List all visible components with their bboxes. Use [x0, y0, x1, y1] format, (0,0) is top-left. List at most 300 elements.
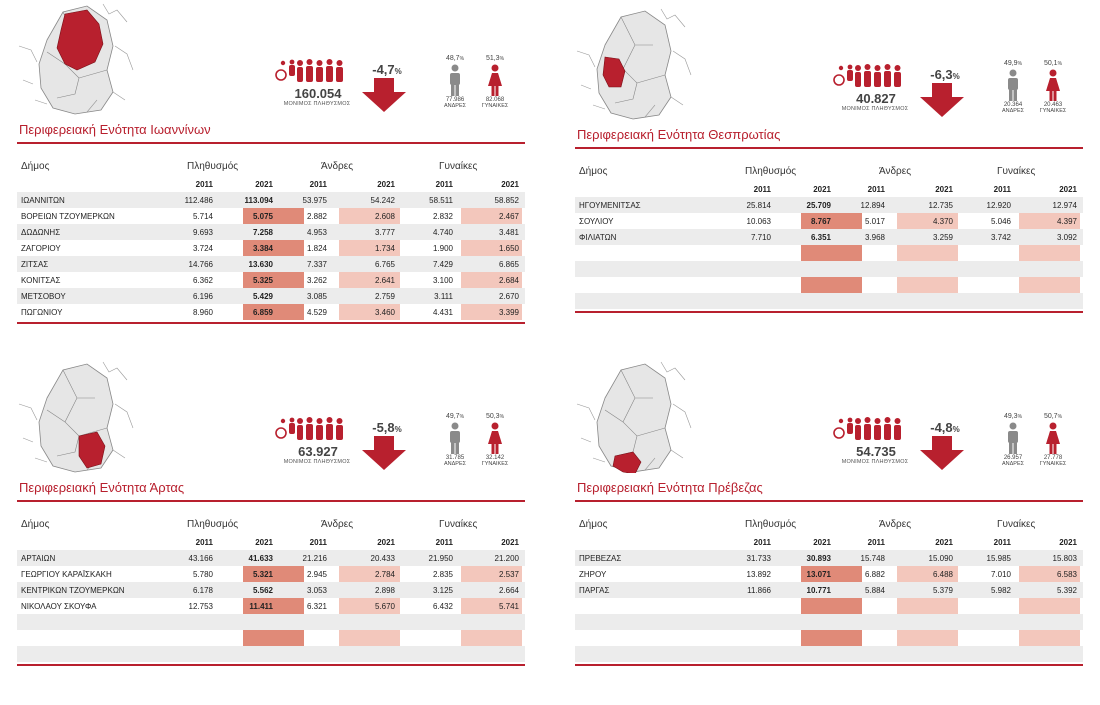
region-panel	[575, 358, 1085, 688]
men-pct-value: 49,9	[1003, 60, 1018, 67]
men-percentage	[993, 413, 1033, 420]
cell-p2011: 112.486	[184, 196, 213, 205]
data-table	[17, 550, 525, 662]
cell-w2011: 21.950	[428, 554, 453, 563]
cell-m2021: 2.608	[374, 212, 395, 221]
table-row	[575, 614, 1083, 630]
population-change	[362, 420, 412, 435]
municipality-name: ΒΟΡΕΙΩΝ ΤΖΟΥΜΕΡΚΩΝ	[21, 212, 115, 221]
region-map	[575, 5, 695, 120]
year-header: 2021	[377, 538, 395, 547]
year-header: 2021	[501, 180, 519, 189]
table-row	[17, 304, 525, 320]
year-header: 2021	[1059, 185, 1077, 194]
cell-m2021: 3.777	[374, 228, 395, 237]
cell-w2021: 2.684	[498, 276, 519, 285]
cell-w2021: 2.670	[498, 292, 519, 301]
men-pct-value: 49,7	[445, 413, 460, 420]
women-pct-unit: %	[499, 414, 505, 420]
col-header-women: Γυναίκες	[997, 166, 1036, 177]
cell-p2021: 11.411	[249, 602, 273, 611]
cell-p2011: 12.753	[188, 602, 213, 611]
population-total: 40.827	[856, 91, 896, 106]
women-count: 27.778	[1043, 455, 1063, 461]
cell-p2021: 5.562	[252, 586, 273, 595]
population-change	[362, 62, 412, 77]
male-icon	[993, 69, 1033, 101]
table-row	[575, 245, 1083, 261]
cell-p2011: 7.710	[750, 233, 771, 242]
change-value: -6,3	[930, 67, 953, 82]
cell-w2021: 3.399	[498, 308, 519, 317]
cell-p2021: 5.075	[252, 212, 273, 221]
cell-w2021: 3.481	[498, 228, 519, 237]
cell-p2011: 31.733	[746, 554, 771, 563]
women-percentage	[475, 413, 515, 420]
col-header-population: Πληθυσμός	[187, 519, 239, 530]
men-percentage	[435, 413, 475, 420]
cell-m2011: 5.884	[864, 586, 885, 595]
cell-m2011: 3.085	[306, 292, 327, 301]
cell-m2021: 1.734	[374, 244, 395, 253]
table-row	[575, 582, 1083, 598]
down-arrow-icon	[918, 83, 966, 117]
title-divider	[575, 147, 1083, 149]
col-header-municipality: Δήμος	[579, 166, 608, 177]
cell-p2021: 30.893	[806, 554, 831, 563]
men-label: ΑΝΔΡΕΣ	[443, 103, 467, 109]
municipality-name: ΙΩΑΝΝΙΤΩΝ	[21, 196, 65, 205]
women-percentage	[475, 55, 515, 62]
female-icon	[475, 64, 515, 96]
women-block	[1033, 413, 1073, 467]
cell-w2021: 21.200	[494, 554, 519, 563]
cell-p2021: 10.771	[806, 586, 831, 595]
men-pct-unit: %	[1017, 414, 1023, 420]
cell-w2011: 3.125	[432, 586, 453, 595]
cell-p2011: 9.693	[192, 228, 213, 237]
cell-m2021: 15.090	[928, 554, 953, 563]
region-title: Περιφερειακή Ενότητα Θεσπρωτίας	[577, 127, 781, 142]
men-pct-unit: %	[1017, 61, 1023, 67]
table-bottom-divider	[575, 664, 1083, 666]
men-count: 31.785	[445, 455, 465, 461]
cell-p2021: 6.351	[810, 233, 831, 242]
table-row	[17, 240, 525, 256]
cell-m2021: 3.259	[932, 233, 953, 242]
municipality-name: ΖΗΡΟΥ	[579, 570, 607, 579]
cell-w2011: 15.985	[986, 554, 1011, 563]
men-block	[435, 55, 475, 109]
women-label: ΓΥΝΑΙΚΕΣ	[481, 103, 509, 109]
cell-m2011: 3.968	[864, 233, 885, 242]
cell-w2011: 58.511	[429, 196, 453, 205]
table-bottom-divider	[17, 664, 525, 666]
population-change	[920, 67, 970, 82]
year-header: 2011	[993, 538, 1011, 547]
table-row	[575, 630, 1083, 646]
women-pct-unit: %	[1057, 414, 1063, 420]
women-block	[475, 413, 515, 467]
table-row	[575, 293, 1083, 309]
table-row	[17, 550, 525, 566]
cell-w2011: 7.429	[432, 260, 453, 269]
cell-w2011: 4.740	[432, 228, 453, 237]
cell-w2011: 3.100	[432, 276, 453, 285]
year-header: 2011	[435, 538, 453, 547]
change-value: -4,8	[930, 420, 953, 435]
women-label: ΓΥΝΑΙΚΕΣ	[1039, 461, 1067, 467]
municipality-name: ΜΕΤΣΟΒΟΥ	[21, 292, 66, 301]
female-icon	[1033, 69, 1073, 101]
cell-m2021: 5.670	[374, 602, 395, 611]
cell-p2021: 113.094	[244, 196, 273, 205]
cell-p2021: 13.071	[806, 570, 831, 579]
table-bottom-divider	[575, 311, 1083, 313]
male-icon	[993, 422, 1033, 454]
col-header-men: Άνδρες	[879, 166, 912, 177]
table-row	[575, 598, 1083, 614]
cell-p2021: 13.630	[248, 260, 273, 269]
col-header-men: Άνδρες	[321, 519, 354, 530]
women-count: 20.463	[1043, 102, 1063, 108]
men-percentage	[993, 60, 1033, 67]
women-percentage	[1033, 60, 1073, 67]
region-title: Περιφερειακή Ενότητα Άρτας	[19, 480, 185, 495]
men-pct-unit: %	[459, 414, 465, 420]
col-header-population: Πληθυσμός	[187, 161, 239, 172]
cell-w2021: 12.974	[1052, 201, 1077, 210]
cell-w2011: 6.432	[432, 602, 453, 611]
change-value: -5,8	[372, 420, 395, 435]
cell-w2011: 2.832	[432, 212, 453, 221]
table-row	[17, 288, 525, 304]
cell-w2021: 5.741	[498, 602, 519, 611]
table-bottom-divider	[17, 322, 525, 324]
year-header: 2011	[435, 180, 453, 189]
cell-p2011: 5.714	[192, 212, 213, 221]
cell-m2011: 21.216	[302, 554, 327, 563]
cell-m2011: 6.882	[864, 570, 885, 579]
table-row	[17, 582, 525, 598]
men-label: ΑΝΔΡΕΣ	[443, 461, 467, 467]
cell-p2021: 6.859	[252, 308, 273, 317]
cell-w2021: 2.537	[498, 570, 519, 579]
col-header-population: Πληθυσμός	[745, 166, 797, 177]
table-row	[575, 277, 1083, 293]
data-table	[17, 192, 525, 320]
municipality-name: ΣΟΥΛΙΟΥ	[579, 217, 614, 226]
col-header-population: Πληθυσμός	[745, 519, 797, 530]
year-header: 2011	[195, 180, 213, 189]
cell-w2011: 5.982	[990, 586, 1011, 595]
table-row	[17, 224, 525, 240]
municipality-name: ΑΡΤΑΙΩΝ	[21, 554, 56, 563]
year-header: 2021	[501, 538, 519, 547]
cell-p2011: 6.178	[192, 586, 213, 595]
cell-m2021: 54.242	[370, 196, 395, 205]
male-icon	[435, 64, 475, 96]
cell-w2021: 6.865	[498, 260, 519, 269]
year-header: 2021	[813, 538, 831, 547]
cell-p2011: 13.892	[746, 570, 771, 579]
municipality-name: ΠΩΓΩΝΙΟΥ	[21, 308, 63, 317]
table-row	[575, 197, 1083, 213]
col-header-men: Άνδρες	[321, 161, 354, 172]
cell-m2021: 20.433	[370, 554, 395, 563]
change-value: -4,7	[372, 62, 395, 77]
cell-m2011: 7.337	[306, 260, 327, 269]
population-total: 63.927	[298, 444, 338, 459]
population-change	[920, 420, 970, 435]
women-pct-unit: %	[499, 56, 505, 62]
cell-m2021: 6.765	[374, 260, 395, 269]
cell-w2021: 58.852	[494, 196, 519, 205]
region-map	[17, 0, 137, 115]
municipality-name: ΖΑΓΟΡΙΟΥ	[21, 244, 61, 253]
region-panel	[17, 0, 527, 330]
cell-w2021: 5.392	[1056, 586, 1077, 595]
women-block	[1033, 60, 1073, 114]
cell-w2021: 2.664	[498, 586, 519, 595]
title-divider	[17, 500, 525, 502]
men-label: ΑΝΔΡΕΣ	[1001, 108, 1025, 114]
col-header-women: Γυναίκες	[439, 519, 478, 530]
population-icon	[275, 416, 355, 440]
table-row	[17, 192, 525, 208]
cell-w2021: 2.467	[498, 212, 519, 221]
change-unit: %	[394, 425, 402, 434]
cell-m2021: 2.641	[374, 276, 395, 285]
cell-p2011: 25.814	[746, 201, 771, 210]
cell-p2011: 6.196	[192, 292, 213, 301]
cell-w2011: 1.900	[432, 244, 453, 253]
table-row	[575, 229, 1083, 245]
municipality-name: ΓΕΩΡΓΙΟΥ ΚΑΡΑΪΣΚΑΚΗ	[21, 570, 112, 579]
table-row	[17, 208, 525, 224]
change-unit: %	[952, 425, 960, 434]
table-row	[17, 256, 525, 272]
cell-p2021: 7.258	[252, 228, 273, 237]
cell-p2011: 3.724	[192, 244, 213, 253]
year-header: 2021	[255, 538, 273, 547]
year-header: 2021	[377, 180, 395, 189]
table-row	[17, 630, 525, 646]
col-header-municipality: Δήμος	[21, 161, 50, 172]
down-arrow-icon	[360, 78, 408, 112]
municipality-name: ΚΟΝΙΤΣΑΣ	[21, 276, 61, 285]
region-title: Περιφερειακή Ενότητα Πρέβεζας	[577, 480, 763, 495]
cell-p2021: 3.384	[252, 244, 273, 253]
cell-p2011: 5.780	[192, 570, 213, 579]
men-count: 26.957	[1003, 455, 1023, 461]
region-title: Περιφερειακή Ενότητα Ιωαννίνων	[19, 122, 211, 137]
population-label: ΜΟΝΙΜΟΣ ΠΛΗΘΥΣΜΟΣ	[283, 459, 351, 465]
municipality-name: ΚΕΝΤΡΙΚΩΝ ΤΖΟΥΜΕΡΚΩΝ	[21, 586, 125, 595]
table-row	[575, 646, 1083, 662]
table-row	[575, 566, 1083, 582]
cell-w2021: 3.092	[1056, 233, 1077, 242]
cell-m2011: 4.953	[306, 228, 327, 237]
cell-p2011: 43.166	[188, 554, 213, 563]
year-header: 2011	[309, 538, 327, 547]
municipality-name: ΖΙΤΣΑΣ	[21, 260, 49, 269]
women-pct-value: 50,1	[1043, 60, 1058, 67]
cell-p2011: 8.960	[192, 308, 213, 317]
table-row	[575, 550, 1083, 566]
year-header: 2021	[1059, 538, 1077, 547]
year-header: 2011	[309, 180, 327, 189]
municipality-name: ΔΩΔΩΝΗΣ	[21, 228, 61, 237]
cell-w2011: 5.046	[990, 217, 1011, 226]
cell-w2021: 4.397	[1056, 217, 1077, 226]
cell-w2011: 2.835	[432, 570, 453, 579]
women-pct-unit: %	[1057, 61, 1063, 67]
cell-m2021: 2.759	[374, 292, 395, 301]
women-label: ΓΥΝΑΙΚΕΣ	[1039, 108, 1067, 114]
men-block	[435, 413, 475, 467]
men-pct-value: 48,7	[445, 55, 460, 62]
men-count: 77.986	[445, 97, 465, 103]
title-divider	[575, 500, 1083, 502]
population-icon	[833, 416, 913, 440]
down-arrow-icon	[918, 436, 966, 470]
population-total: 160.054	[294, 86, 342, 101]
men-count: 20.364	[1003, 102, 1023, 108]
population-icon	[833, 63, 913, 87]
year-header: 2021	[935, 185, 953, 194]
region-map	[17, 358, 137, 473]
population-label: ΜΟΝΙΜΟΣ ΠΛΗΘΥΣΜΟΣ	[283, 101, 351, 107]
table-row	[17, 598, 525, 614]
year-header: 2011	[195, 538, 213, 547]
cell-p2011: 10.063	[746, 217, 771, 226]
cell-p2021: 5.321	[252, 570, 273, 579]
year-header: 2021	[813, 185, 831, 194]
cell-w2021: 1.650	[498, 244, 519, 253]
cell-m2011: 53.975	[302, 196, 327, 205]
men-pct-value: 49,3	[1003, 413, 1018, 420]
year-header: 2011	[753, 185, 771, 194]
cell-p2021: 5.429	[252, 292, 273, 301]
women-count: 32.142	[485, 455, 505, 461]
women-pct-value: 51,3	[485, 55, 500, 62]
female-icon	[1033, 422, 1073, 454]
col-header-women: Γυναίκες	[439, 161, 478, 172]
population-label: ΜΟΝΙΜΟΣ ΠΛΗΘΥΣΜΟΣ	[841, 459, 909, 465]
cell-p2011: 11.866	[747, 586, 771, 595]
year-header: 2011	[753, 538, 771, 547]
cell-m2021: 12.735	[928, 201, 953, 210]
change-unit: %	[394, 67, 402, 76]
year-header: 2011	[867, 538, 885, 547]
cell-m2011: 4.529	[306, 308, 327, 317]
cell-w2011: 3.111	[434, 292, 453, 301]
men-pct-unit: %	[459, 56, 465, 62]
year-header: 2021	[255, 180, 273, 189]
cell-m2011: 1.824	[306, 244, 327, 253]
cell-p2021: 8.767	[810, 217, 831, 226]
table-row	[17, 646, 525, 662]
municipality-name: ΠΑΡΓΑΣ	[579, 586, 610, 595]
down-arrow-icon	[360, 436, 408, 470]
change-unit: %	[952, 72, 960, 81]
title-divider	[17, 142, 525, 144]
cell-m2021: 2.898	[374, 586, 395, 595]
municipality-name: ΠΡΕΒΕΖΑΣ	[579, 554, 622, 563]
municipality-name: ΦΙΛΙΑΤΩΝ	[579, 233, 617, 242]
women-block	[475, 55, 515, 109]
year-header: 2011	[993, 185, 1011, 194]
men-block	[993, 413, 1033, 467]
municipality-name: ΝΙΚΟΛΑΟΥ ΣΚΟΥΦΑ	[21, 602, 97, 611]
cell-w2011: 12.920	[986, 201, 1011, 210]
region-map	[575, 358, 695, 473]
population-icon	[275, 58, 355, 82]
women-percentage	[1033, 413, 1073, 420]
region-panel	[575, 5, 1085, 335]
cell-w2011: 3.742	[990, 233, 1011, 242]
table-row	[17, 614, 525, 630]
cell-m2011: 2.882	[306, 212, 327, 221]
cell-m2021: 4.370	[932, 217, 953, 226]
data-table	[575, 197, 1083, 309]
women-count: 82.068	[485, 97, 505, 103]
men-block	[993, 60, 1033, 114]
women-label: ΓΥΝΑΙΚΕΣ	[481, 461, 509, 467]
col-header-municipality: Δήμος	[21, 519, 50, 530]
cell-p2021: 5.325	[252, 276, 273, 285]
col-header-men: Άνδρες	[879, 519, 912, 530]
cell-m2021: 3.460	[374, 308, 395, 317]
municipality-name: ΗΓΟΥΜΕΝΙΤΣΑΣ	[579, 201, 641, 210]
cell-w2011: 4.431	[432, 308, 453, 317]
cell-m2011: 3.262	[306, 276, 327, 285]
col-header-municipality: Δήμος	[579, 519, 608, 530]
cell-m2021: 5.379	[932, 586, 953, 595]
cell-w2021: 15.803	[1052, 554, 1077, 563]
year-header: 2021	[935, 538, 953, 547]
cell-m2011: 5.017	[864, 217, 885, 226]
table-row	[17, 566, 525, 582]
year-header: 2011	[867, 185, 885, 194]
cell-p2011: 14.766	[188, 260, 213, 269]
men-label: ΑΝΔΡΕΣ	[1001, 461, 1025, 467]
cell-m2021: 6.488	[932, 570, 953, 579]
table-row	[575, 261, 1083, 277]
cell-m2011: 6.321	[306, 602, 327, 611]
cell-m2011: 12.894	[860, 201, 885, 210]
region-panel	[17, 358, 527, 688]
population-total: 54.735	[856, 444, 896, 459]
col-header-women: Γυναίκες	[997, 519, 1036, 530]
cell-w2021: 6.583	[1056, 570, 1077, 579]
cell-p2021: 25.709	[806, 201, 831, 210]
table-row	[575, 213, 1083, 229]
cell-p2011: 6.362	[192, 276, 213, 285]
women-pct-value: 50,3	[485, 413, 500, 420]
men-percentage	[435, 55, 475, 62]
women-pct-value: 50,7	[1043, 413, 1058, 420]
cell-m2011: 15.748	[860, 554, 885, 563]
table-row	[17, 272, 525, 288]
male-icon	[435, 422, 475, 454]
cell-m2011: 3.053	[306, 586, 327, 595]
population-label: ΜΟΝΙΜΟΣ ΠΛΗΘΥΣΜΟΣ	[841, 106, 909, 112]
female-icon	[475, 422, 515, 454]
data-table	[575, 550, 1083, 662]
cell-m2011: 2.945	[306, 570, 327, 579]
